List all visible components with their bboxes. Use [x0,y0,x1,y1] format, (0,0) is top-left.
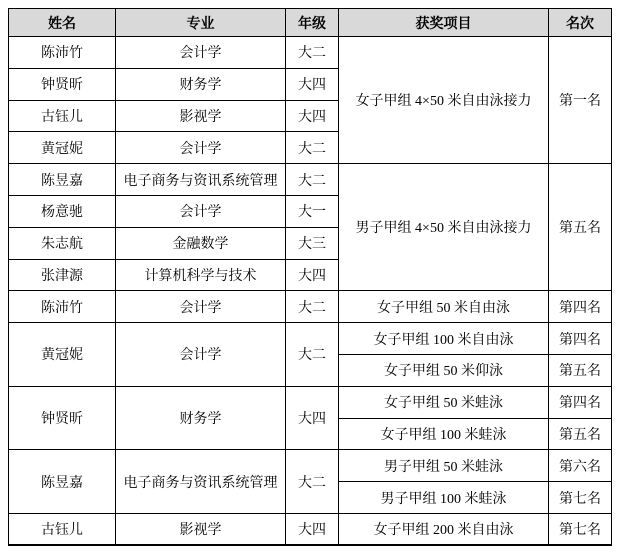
cell-grade: 大四 [286,513,339,545]
cell-major: 会计学 [116,323,286,387]
table-row [9,164,612,196]
cell-name: 陈昱嘉 [9,450,116,514]
cell-major: 财务学 [116,386,286,450]
cell-grade: 大二 [286,291,339,323]
table-row [9,386,612,418]
cell-name: 杨意驰 [9,195,116,227]
cell-project: 男子甲组 50 米蛙泳 [339,450,549,482]
cell-rank: 第一名 [549,37,612,164]
cell-name: 古钰儿 [9,100,116,132]
cell-major: 影视学 [116,100,286,132]
cell-project: 男子甲组 100 米蛙泳 [339,482,549,514]
header-major: 专业 [116,9,286,37]
cell-rank: 第五名 [549,354,612,386]
cell-project: 女子甲组 50 米蛙泳 [339,386,549,418]
cell-grade: 大二 [286,37,339,69]
header-name: 姓名 [9,9,116,37]
cell-name: 钟贤昕 [9,68,116,100]
cell-name: 朱志航 [9,227,116,259]
cell-project: 女子甲组 50 米自由泳 [339,291,549,323]
cell-major: 会计学 [116,132,286,164]
cell-major: 电子商务与资讯系统管理 [116,450,286,514]
cell-project: 女子甲组 4×50 米自由泳接力 [339,37,549,164]
cell-name: 张津源 [9,259,116,291]
cell-rank: 第七名 [549,482,612,514]
cell-grade: 大四 [286,259,339,291]
cell-name: 黄冠妮 [9,323,116,387]
awards-table [8,8,612,546]
table-row [9,37,612,69]
cell-rank: 第五名 [549,418,612,450]
cell-rank: 第六名 [549,450,612,482]
cell-project: 女子甲组 50 米仰泳 [339,354,549,386]
cell-grade: 大二 [286,164,339,196]
cell-grade: 大四 [286,386,339,450]
cell-rank: 第五名 [549,164,612,291]
cell-major: 财务学 [116,68,286,100]
cell-major: 会计学 [116,37,286,69]
header-project: 获奖项目 [339,9,549,37]
cell-grade: 大一 [286,195,339,227]
cell-grade: 大二 [286,132,339,164]
cell-major: 电子商务与资讯系统管理 [116,164,286,196]
table-row [9,450,612,482]
cell-grade: 大四 [286,100,339,132]
cell-grade: 大二 [286,450,339,514]
cell-name: 钟贤昕 [9,386,116,450]
cell-name: 黄冠妮 [9,132,116,164]
table-row [9,323,612,355]
cell-project: 女子甲组 100 米自由泳 [339,323,549,355]
cell-rank: 第四名 [549,386,612,418]
table-row [9,513,612,545]
cell-grade: 大二 [286,323,339,387]
cell-rank: 第四名 [549,291,612,323]
cell-major: 影视学 [116,513,286,545]
table-row [9,291,612,323]
cell-name: 陈沛竹 [9,291,116,323]
cell-grade: 大三 [286,227,339,259]
cell-grade: 大四 [286,68,339,100]
cell-major: 会计学 [116,291,286,323]
cell-rank: 第四名 [549,323,612,355]
cell-project: 女子甲组 100 米蛙泳 [339,418,549,450]
cell-major: 会计学 [116,195,286,227]
header-grade: 年级 [286,9,339,37]
cell-rank: 第七名 [549,513,612,545]
cell-major: 金融数学 [116,227,286,259]
header-row [9,9,612,37]
cell-name: 古钰儿 [9,513,116,545]
cell-project: 男子甲组 4×50 米自由泳接力 [339,164,549,291]
header-rank: 名次 [549,9,612,37]
cell-major: 计算机科学与技术 [116,259,286,291]
cell-name: 陈昱嘉 [9,164,116,196]
cell-name: 陈沛竹 [9,37,116,69]
cell-project: 女子甲组 200 米自由泳 [339,513,549,545]
